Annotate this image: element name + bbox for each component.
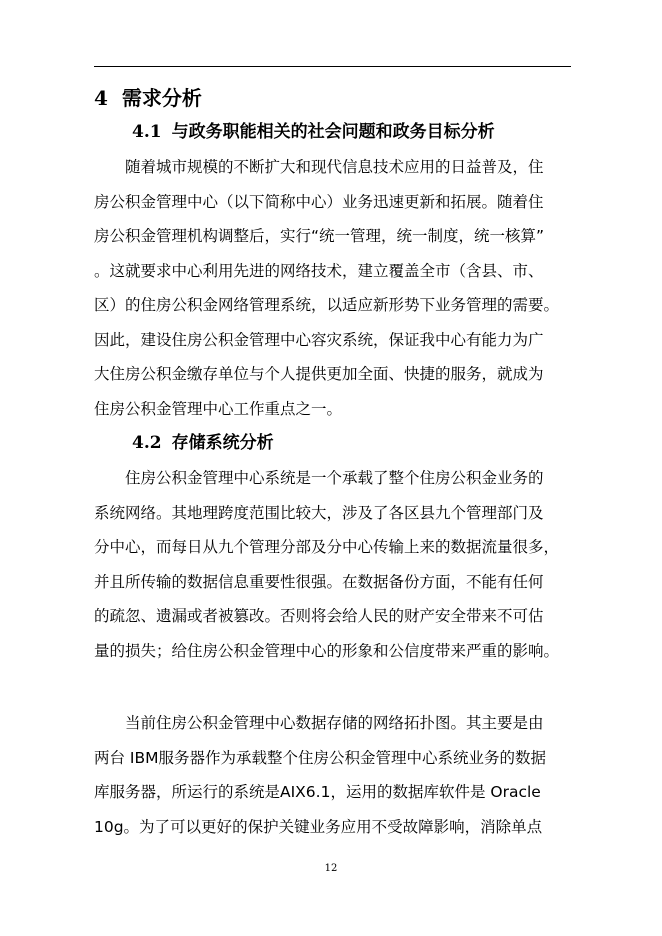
header-rule	[94, 66, 571, 67]
subsection-heading-4-2	[132, 431, 274, 455]
text-line: 。这就要求中心利用先进的网络技术，建立覆盖全市（含县、市、	[94, 261, 544, 280]
text-line: 分中心，而每日从九个管理分部及分中心传输上来的数据流量很多，	[94, 538, 560, 556]
section-title: 需求分析	[121, 86, 202, 110]
section-number: 4	[94, 86, 108, 110]
paragraph-4-1	[94, 150, 574, 426]
subsection-number: 4.2	[132, 433, 162, 453]
text-line: 库服务器，所运行的系统是AIX6.1，运用的数据库软件是 Oracle	[94, 783, 541, 801]
text-line: 两台 IBM服务器作为承载整个住房公积金管理中心系统业务的数据	[94, 748, 547, 767]
paragraph-storage-topology	[94, 706, 574, 844]
text-line: 住房公积金管理中心系统是一个承载了整个住房公积金业务的	[94, 469, 544, 487]
text-line: 系统网络。其地理跨度范围比较大，涉及了各区县九个管理部门及	[94, 503, 544, 522]
text-line: 10g。为了可以更好的保护关键业务应用不受故障影响，消除单点	[94, 817, 543, 836]
subsection-number: 4.1	[132, 122, 162, 142]
text-line: 大住房公积金缴存单位与个人提供更加全面、快捷的服务，就成为	[94, 365, 544, 383]
text-line: 当前住房公积金管理中心数据存储的网络拓扑图。其主要是由	[94, 714, 544, 732]
text-line: 住房公积金管理中心工作重点之一。	[94, 399, 343, 418]
page-number: 12	[324, 863, 338, 874]
subsection-title: 与政务职能相关的社会问题和政务目标分析	[171, 122, 495, 142]
text-line: 因此，建设住房公积金管理中心容灾系统，保证我中心有能力为广	[94, 330, 544, 349]
paragraph-4-2	[94, 461, 574, 668]
text-line: 区）的住房公积金网络管理系统，以适应新形势下业务管理的需要。	[94, 296, 560, 314]
text-line: 并且所传输的数据信息重要性很强。在数据备份方面，不能有任何	[94, 572, 544, 591]
text-line: 量的损失；给住房公积金管理中心的形象和公信度带来严重的影响。	[94, 641, 560, 660]
text-line: 的疏忽、遗漏或者被篡改。否则将会给人民的财产安全带来不可估	[94, 607, 544, 625]
text-line: 随着城市规模的不断扩大和现代信息技术应用的日益普及，住	[94, 158, 544, 176]
text-line: 房公积金管理机构调整后，实行“统一管理，统一制度，统一核算”	[94, 227, 545, 245]
subsection-heading-4-1	[132, 120, 495, 144]
text-line: 房公积金管理中心（以下简称中心）业务迅速更新和拓展。随着住	[94, 192, 544, 211]
subsection-title: 存储系统分析	[171, 433, 274, 453]
section-heading	[94, 84, 202, 112]
